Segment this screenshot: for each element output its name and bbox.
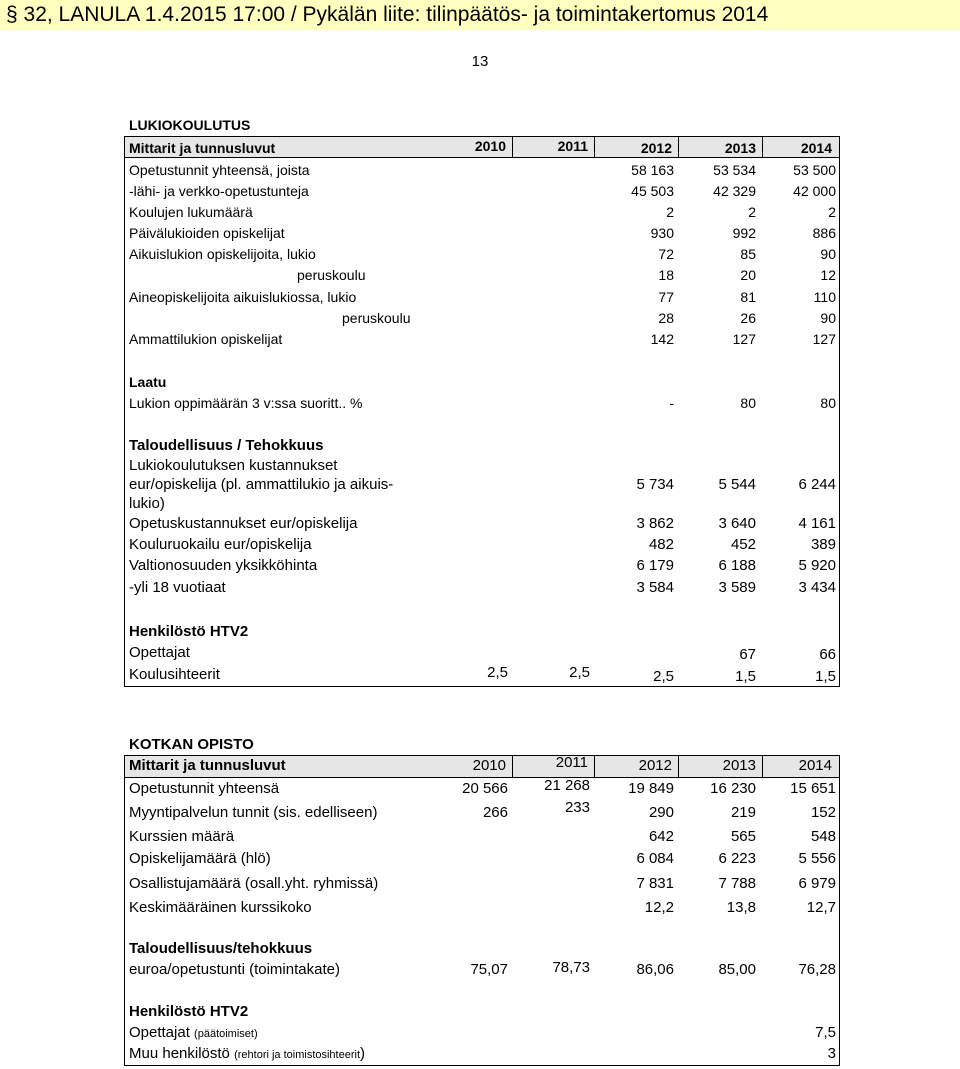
table-cell: 2 [748, 204, 756, 220]
table-cell: 26 [740, 310, 756, 326]
opisto-header-top [124, 755, 840, 756]
table-row-label: Osallistujamäärä (osall.yht. ryhmissä) [129, 875, 379, 892]
table-cell: 20 [740, 267, 756, 283]
table-cell: 3 862 [636, 515, 674, 532]
lukio-section-title: LUKIOKOULUTUS [129, 117, 251, 133]
table-cell: 2 [828, 204, 836, 220]
table-row-label: Aikuislukion opiskelijoita, lukio [129, 246, 316, 262]
opettajat-note: (päätoimiset) [194, 1028, 258, 1040]
table-cell: 6 179 [636, 557, 674, 574]
table-row-label: Lukion oppimäärän 3 v:ssa suoritt.. % [129, 395, 363, 411]
lukio-year-2011: 2011 [557, 138, 588, 154]
table-row-label: peruskoulu [297, 267, 366, 283]
lukio-header-top [124, 136, 840, 137]
table-cell: 548 [810, 828, 836, 845]
table-cell: 2,5 [569, 664, 590, 681]
table-cell: 2 [666, 204, 674, 220]
table-row-label: Kurssien määrä [129, 828, 235, 845]
lukio-htv-title: Henkilöstö HTV2 [129, 623, 249, 640]
opisto-header-bottom [124, 777, 840, 778]
opisto-header-divider-2 [594, 755, 595, 778]
muu-henkilosto-close: ) [360, 1045, 366, 1062]
table-cell: 58 163 [631, 162, 674, 178]
table-cell: 16 230 [710, 780, 756, 797]
lukio-header-divider-1 [512, 136, 513, 158]
table-cell: 78,73 [552, 959, 590, 976]
lukio-header-divider-2 [594, 136, 595, 158]
table-cell: 565 [730, 828, 756, 845]
lukio-year-2013: 2013 [724, 140, 756, 156]
table-cell: 86,06 [636, 961, 674, 978]
table-cell: 80 [820, 395, 836, 411]
opisto-year-2013: 2013 [722, 757, 756, 774]
table-cell: 2,5 [487, 664, 508, 681]
table-row-label: Aineopiskelijoita aikuislukiossa, lukio [129, 289, 357, 305]
table-row-label: Päivälukioiden opiskelijat [129, 225, 285, 241]
lukio-table-bottom-border [124, 686, 840, 687]
table-cell: 90 [820, 310, 836, 326]
table-cell: 142 [650, 331, 674, 347]
table-row-label: Opetuskustannukset eur/opiskelija [129, 515, 358, 532]
table-cell: 12,7 [806, 899, 836, 916]
table-cell: 290 [648, 804, 674, 821]
table-cell: 152 [810, 804, 836, 821]
table-row-label: peruskoulu [342, 310, 411, 326]
opisto-table-bottom-border [124, 1065, 840, 1066]
table-cell: 12 [820, 267, 836, 283]
lukio-header-label: Mittarit ja tunnusluvut [129, 140, 276, 156]
table-row-label: Opiskelijamäärä (hlö) [129, 850, 271, 867]
page-number: 13 [471, 53, 489, 70]
header-title: § 32, LANULA 1.4.2015 17:00 / Pykälän liite: tilinpäätös- ja toimintakertomus 2014 [6, 3, 769, 26]
table-cell: 53 500 [793, 162, 836, 178]
table-cell: 18 [658, 267, 674, 283]
table-row-label: Opetustunnit yhteensä [129, 780, 280, 797]
table-cell: 19 849 [628, 780, 674, 797]
table-row-label: Keskimääräinen kurssikoko [129, 899, 312, 916]
lukio-table-right-border [839, 136, 840, 687]
table-cell: 42 329 [713, 183, 756, 199]
opettajat-label: Opettajat [129, 1024, 190, 1041]
table-cell: 1,5 [735, 668, 756, 685]
table-cell: 20 566 [462, 780, 508, 797]
table-cell: 7 788 [718, 875, 756, 892]
table-cell: 127 [812, 331, 836, 347]
table-cell: 53 534 [713, 162, 756, 178]
lukio-year-2010: 2010 [474, 138, 506, 154]
table-cell: 266 [482, 804, 508, 821]
kustannus-line-3: lukio) [129, 495, 165, 512]
table-cell: 6 188 [718, 557, 756, 574]
table-row-label: euroa/opetustunti (toimintakate) [129, 961, 340, 978]
table-cell: 110 [813, 289, 836, 305]
table-cell: 6 084 [636, 850, 674, 867]
table-row-label: -lähi- ja verkko-opetustunteja [129, 183, 309, 199]
lukio-table-left-border [124, 136, 125, 687]
table-cell: 3 640 [718, 515, 756, 532]
lukio-year-2012: 2012 [640, 140, 672, 156]
table-row-label: -yli 18 vuotiaat [129, 579, 226, 596]
table-cell: 3 589 [718, 579, 756, 596]
table-cell: 45 503 [631, 183, 674, 199]
opisto-year-2010: 2010 [472, 757, 506, 774]
table-cell: 67 [739, 646, 756, 663]
table-cell: 389 [810, 536, 836, 553]
table-cell: 642 [648, 828, 674, 845]
opisto-table-left-border [124, 755, 125, 1066]
table-cell: 21 268 [544, 777, 590, 794]
table-cell: 4 161 [798, 515, 836, 532]
table-cell: 233 [564, 799, 590, 816]
table-cell: 42 000 [793, 183, 836, 199]
table-cell: 3 [827, 1045, 836, 1062]
kustannus-line-2: eur/opiskelija (pl. ammattilukio ja aikuis- [129, 476, 394, 493]
table-cell: 77 [658, 289, 674, 305]
table-cell: 85 [740, 246, 756, 262]
opisto-header-divider-1 [512, 755, 513, 778]
table-cell: 5 556 [798, 850, 836, 867]
table-cell: 15 651 [790, 780, 836, 797]
table-cell: 85,00 [718, 961, 756, 978]
table-cell: 3 434 [798, 579, 836, 596]
table-cell: 13,8 [726, 899, 756, 916]
table-cell: 2,5 [653, 668, 674, 685]
table-row-label: Opettajat [129, 644, 190, 661]
table-cell: 5 734 [636, 476, 674, 493]
opisto-header-label: Mittarit ja tunnusluvut [129, 757, 286, 774]
muu-henkilosto-note: (rehtori ja toimistosihteerit [234, 1049, 361, 1061]
table-cell: 90 [820, 246, 836, 262]
table-row-label: Kouluruokailu eur/opiskelija [129, 536, 312, 553]
table-row-label: Koulujen lukumäärä [129, 204, 253, 220]
table-cell: 1,5 [815, 668, 836, 685]
opisto-htv-title: Henkilöstö HTV2 [129, 1003, 249, 1020]
lukio-header-bottom [124, 157, 840, 158]
table-cell: 219 [730, 804, 756, 821]
document-header [0, 0, 960, 30]
table-cell: 80 [740, 395, 756, 411]
table-cell: 7,5 [815, 1024, 836, 1041]
table-cell: 12,2 [644, 899, 674, 916]
lukio-header-divider-3 [678, 136, 679, 158]
table-cell: 28 [658, 310, 674, 326]
opisto-header-divider-3 [678, 755, 679, 778]
table-cell: 76,28 [798, 961, 836, 978]
table-cell: 5 920 [798, 557, 836, 574]
table-cell: 81 [740, 289, 756, 305]
table-cell: 6 223 [718, 850, 756, 867]
laatu-title: Laatu [129, 374, 167, 390]
opisto-header-divider-4 [762, 755, 763, 778]
table-row-label [129, 1025, 258, 1042]
opisto-table-right-border [839, 755, 840, 1066]
lukio-header-divider-4 [762, 136, 763, 158]
table-cell: 452 [730, 536, 756, 553]
table-cell: 5 544 [718, 476, 756, 493]
opisto-talous-title: Taloudellisuus/tehokkuus [129, 940, 313, 957]
table-row-label: Valtionosuuden yksikköhinta [129, 557, 318, 574]
opisto-section-title: KOTKAN OPISTO [129, 736, 254, 753]
table-cell: 992 [732, 225, 756, 241]
table-cell: 75,07 [470, 961, 508, 978]
table-cell: 72 [658, 246, 674, 262]
table-row-label: Opetustunnit yhteensä, joista [129, 162, 310, 178]
table-cell: 3 584 [636, 579, 674, 596]
table-cell: 930 [650, 225, 674, 241]
kustannus-line-1: Lukiokoulutuksen kustannukset [129, 457, 338, 474]
table-cell: 66 [819, 646, 836, 663]
opisto-year-2014: 2014 [798, 757, 832, 774]
table-cell: 7 831 [636, 875, 674, 892]
table-cell: 886 [812, 225, 836, 241]
opisto-year-2011: 2011 [555, 754, 588, 771]
table-cell: - [669, 395, 674, 411]
table-cell: 482 [648, 536, 674, 553]
muu-henkilosto-label: Muu henkilöstö [129, 1045, 230, 1062]
table-cell: 6 979 [798, 875, 836, 892]
lukio-year-2014: 2014 [800, 140, 832, 156]
talous-title: Taloudellisuus / Tehokkuus [129, 437, 324, 454]
table-row-label: Koulusihteerit [129, 666, 220, 683]
table-cell: 6 244 [798, 476, 836, 493]
opisto-year-2012: 2012 [638, 757, 672, 774]
table-row-label: Ammattilukion opiskelijat [129, 331, 283, 347]
table-row-label [129, 1046, 365, 1063]
table-cell: 127 [732, 331, 756, 347]
table-row-label: Myyntipalvelun tunnit (sis. edelliseen) [129, 804, 378, 821]
